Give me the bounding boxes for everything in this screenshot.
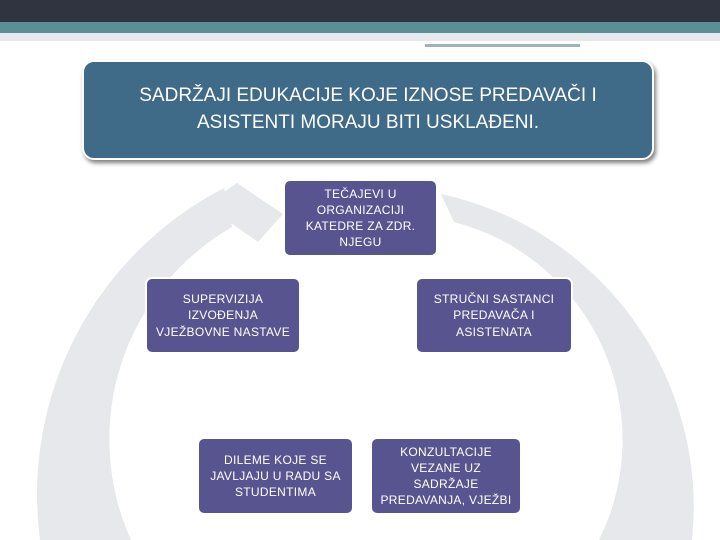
node-label: STRUČNI SASTANCI PREDAVAČA I ASISTENATA bbox=[433, 292, 555, 339]
node-tecajevi bbox=[283, 179, 438, 257]
title-box bbox=[82, 60, 654, 160]
node-supervizija bbox=[145, 277, 301, 354]
node-dileme bbox=[197, 437, 354, 515]
node-strucni-sastanci bbox=[415, 277, 573, 354]
node-label: SUPERVIZIJA IZVOĐENJA VJEŽBOVNE NASTAVE bbox=[155, 292, 291, 339]
node-label: DILEME KOJE SE JAVLJAJU U RADU SA STUDENTIMA bbox=[210, 452, 341, 500]
node-label: KONZULTACIJE VEZANE UZ SADRŽAJE PREDAVANJA, VJEŽBI bbox=[380, 444, 512, 508]
title-text: SADRŽAJI EDUKACIJE KOJE IZNOSE PREDAVAČI I ASISTENTI MORAJU BITI USKLAĐENI. bbox=[139, 85, 597, 133]
node-label: TEČAJEVI U ORGANIZACIJI KATEDRE ZA ZDR. NJEGU bbox=[305, 186, 416, 250]
node-konzultacije bbox=[370, 437, 522, 515]
